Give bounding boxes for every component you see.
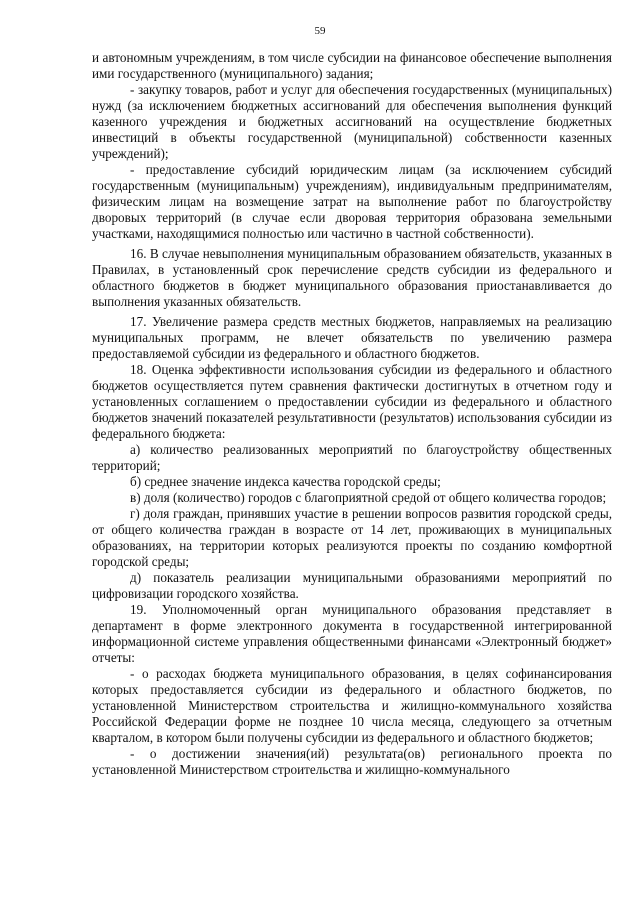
list-item: д) показатель реализации муниципальными образованиями мероприятий по цифровизации городского хозяйства. (92, 570, 612, 601)
paragraph: 16. В случае невыполнения муниципальным образованием обязательств, указанных в Правилах, в установленный срок перечисление средств субсидии из федерального и областного бюджетов в бюджет муниципального образования приостанавливается до выполнения указанных обязательств. (92, 246, 612, 309)
paragraph: 18. Оценка эффективности использования субсидии из федерального и областного бюджетов осуществляется путем сравнения фактически достигнутых в отчетном году и установленных соглашением о предоставлении субсидии из федерального и областного бюджетов значений показателей результативности (результатов) использования субсидии из федерального бюджета: (92, 362, 612, 441)
paragraph: 17. Увеличение размера средств местных бюджетов, направляемых на реализацию муниципальных программ, не влечет обязательств по увеличению размера предоставляемой субсидии из федерального и областного бюджетов. (92, 314, 612, 361)
paragraph: - о достижении значения(ий) результата(ов) регионального проекта по установленной Министерством строительства и жилищно-коммунального (92, 746, 612, 777)
paragraph: - о расходах бюджета муниципального образования, в целях софинансирования которых предоставляется субсидии из федерального и областного бюджетов, по установленной Министерством строительства и жилищно-коммунального хозяйства Российской Федерации форме не позднее 10 числа месяца, следующего за отчетным кварталом, в котором были получены субсидии из федерального и областного бюджетов; (92, 666, 612, 745)
list-item: а) количество реализованных мероприятий по благоустройству общественных территорий; (92, 442, 612, 473)
paragraph: - предоставление субсидий юридическим лицам (за исключением субсидий государственным (муниципальным) учреждениям), индивидуальным предпринимателям, физическим лицам на возмещение затрат на выполнение работ по благоустройству дворовых территорий (в случае если дворовая территория образована земельными участками, находящимися полностью или частично в частной собственности). (92, 162, 612, 241)
paragraph: - закупку товаров, работ и услуг для обеспечения государственных (муниципальных) нужд (за исключением бюджетных ассигнований для обеспечения выполнения функций казенного учреждения и бюджетных ассигнований на осуществление бюджетных инвестиций в объекты государственной (муниципальной) собственности казенных учреждений); (92, 82, 612, 161)
document-body (92, 50, 612, 778)
list-item: г) доля граждан, принявших участие в решении вопросов развития городской среды, от общего количества граждан в возрасте от 14 лет, проживающих в муниципальных образованиях, на территории которых реализуются проекты по созданию комфортной городской среды; (92, 506, 612, 569)
paragraph: 19. Уполномоченный орган муниципального образования представляет в департамент в форме электронного документа в государственной интегрированной информационной системе управления общественными финансами «Электронный бюджет» отчеты: (92, 602, 612, 665)
paragraph: и автономным учреждениям, в том числе субсидии на финансовое обеспечение выполнения ими государственного (муниципального) задания; (92, 50, 612, 81)
list-item: б) среднее значение индекса качества городской среды; (130, 474, 441, 489)
list-item: в) доля (количество) городов с благоприятной средой от общего количества городов; (130, 490, 607, 505)
page-number: 59 (314, 25, 326, 37)
